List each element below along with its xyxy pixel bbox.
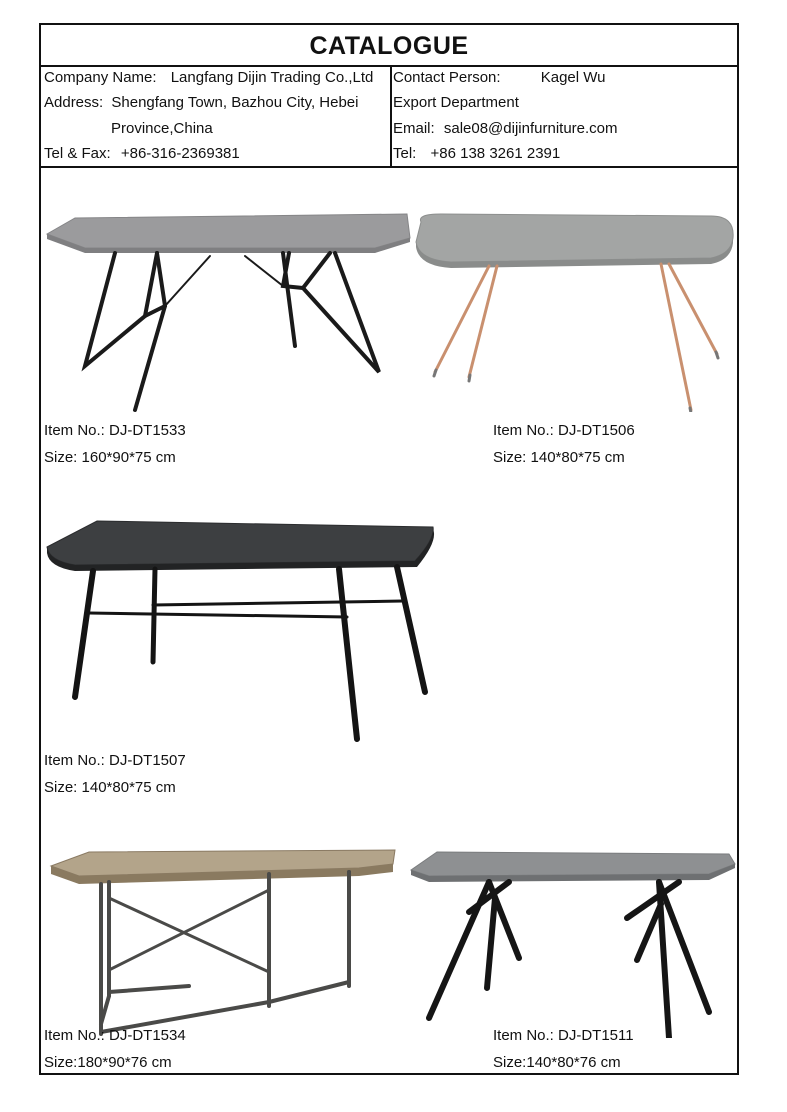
catalogue-page — [39, 23, 739, 1075]
contact-tel-label: Tel: — [393, 145, 417, 162]
item-size: Size: 140*80*75 cm — [44, 779, 176, 796]
product-image-dt1506 — [411, 212, 737, 412]
product-grid — [41, 168, 737, 1073]
product-image-dt1533 — [45, 196, 411, 416]
contact-tel-row — [393, 144, 560, 164]
item-size: Size: 160*90*75 cm — [44, 449, 176, 466]
tel-fax-value: +86-316-2369381 — [120, 145, 240, 162]
item-number: Item No.: DJ-DT1511 — [493, 1027, 634, 1044]
product-caption-dt1534 — [44, 1026, 186, 1073]
email-value[interactable]: sale08@dijinfurniture.com — [443, 120, 618, 137]
info-divider — [390, 67, 392, 166]
product-image-dt1511 — [409, 848, 737, 1038]
address-line-2: Province,China — [111, 120, 213, 137]
product-caption-dt1533 — [44, 421, 186, 468]
item-number: Item No.: DJ-DT1506 — [493, 422, 635, 439]
item-number: Item No.: DJ-DT1533 — [44, 422, 186, 439]
contact-tel-value: +86 138 3261 2391 — [430, 145, 561, 162]
product-image-dt1534 — [49, 846, 399, 1046]
product-caption-dt1507 — [44, 751, 186, 798]
item-size: Size:180*90*76 cm — [44, 1054, 172, 1071]
company-name-label: Company Name: — [44, 69, 157, 86]
item-size: Size: 140*80*75 cm — [493, 449, 625, 466]
product-caption-dt1506 — [493, 421, 635, 468]
tel-fax-row — [44, 144, 240, 164]
company-name-value: Langfang Dijin Trading Co.,Ltd — [170, 69, 374, 86]
product-image-dt1507 — [45, 517, 437, 742]
email-label: Email: — [393, 120, 435, 137]
contact-person-value: Kagel Wu — [540, 69, 606, 86]
contact-person-row — [393, 68, 606, 88]
address-line-1: Shengfang Town, Bazhou City, Hebei — [111, 94, 359, 111]
company-name-row — [44, 68, 373, 88]
contact-person-label: Contact Person: — [393, 69, 501, 86]
address-row — [44, 93, 358, 113]
department: Export Department — [393, 94, 519, 111]
page-title: CATALOGUE — [41, 25, 737, 67]
item-number: Item No.: DJ-DT1534 — [44, 1027, 186, 1044]
tel-fax-label: Tel & Fax: — [44, 145, 111, 162]
address-label: Address: — [44, 94, 104, 111]
company-info-panel — [41, 67, 737, 168]
product-caption-dt1511 — [493, 1026, 634, 1073]
email-row — [393, 119, 618, 139]
item-size: Size:140*80*76 cm — [493, 1054, 621, 1071]
item-number: Item No.: DJ-DT1507 — [44, 752, 186, 769]
